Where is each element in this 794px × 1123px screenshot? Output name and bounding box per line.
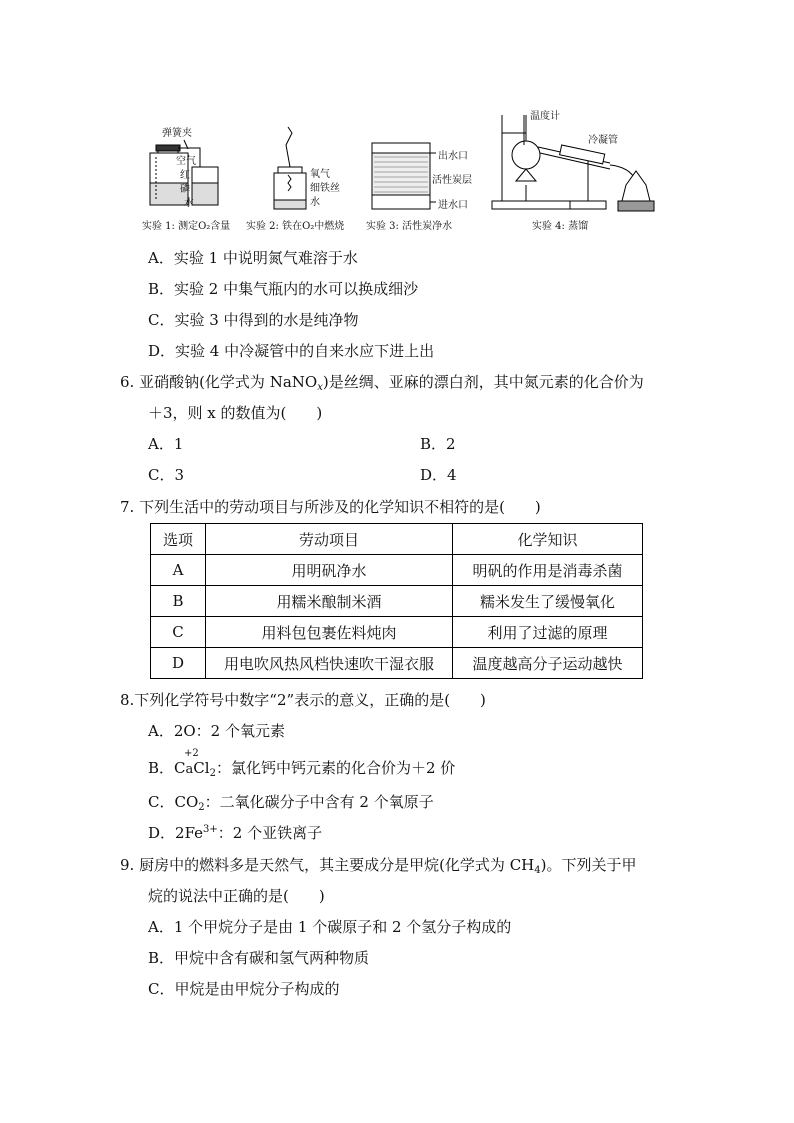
q6-stem-line2: ＋3，则 x 的数值为( ) (148, 404, 323, 422)
table-cell: 用电吹风热风档快速吹干湿衣服 (206, 648, 453, 679)
q8-option-c (148, 792, 434, 815)
q9-subscript: 4 (534, 865, 541, 876)
q9-option-a: A．1 个甲烷分子是由 1 个碳原子和 2 个氢分子构成的 (148, 918, 512, 936)
exp1-label-clamp: 弹簧夹 (162, 128, 192, 139)
q9-option-b: B．甲烷中含有碳和氢气两种物质 (148, 949, 370, 967)
experiment-apparatus-drawing (140, 105, 660, 235)
q7-stem: 7. 下列生活中的劳动项目与所涉及的化学知识不相符的是( ) (120, 498, 541, 516)
table-cell: 明矾的作用是消毒杀菌 (453, 555, 643, 586)
q6-subscript-x: x (317, 382, 323, 393)
q6-option-c: C．3 (148, 466, 185, 484)
q8-c-subscript: 2 (198, 802, 205, 813)
q8-b-c: C (174, 759, 186, 777)
q9-stem-line2: 烷的说法中正确的是( ) (148, 887, 325, 905)
table-cell: 用料包包裹佐料炖肉 (206, 617, 453, 648)
q8-b-valence: +2 (184, 748, 199, 759)
table-cell: 糯米发生了缓慢氧化 (453, 586, 643, 617)
table-cell: B (151, 586, 206, 617)
q8-c-text: ：二氧化碳分子中含有 2 个氧原子 (204, 793, 434, 811)
table-header-row (151, 524, 643, 555)
q8-b-subscript: 2 (209, 768, 216, 779)
q8-option-b (148, 748, 456, 781)
table-header-option: 选项 (151, 524, 206, 555)
q8-b-text: ：氯化钙中钙元素的化合价为＋2 价 (215, 759, 456, 777)
q8-c-formula: C．CO (148, 793, 199, 811)
q9-stem-part2: )。下列关于甲 (540, 856, 637, 874)
q5-option-c: C．实验 3 中得到的水是纯净物 (148, 311, 359, 329)
exp2-label-water: 水 (310, 197, 320, 208)
q8-option-d (148, 823, 322, 846)
table-cell: 温度越高分子运动越快 (453, 648, 643, 679)
exp3-label-carbon: 活性炭层 (432, 175, 472, 186)
table-cell: 用明矾净水 (206, 555, 453, 586)
q7-table (150, 523, 643, 679)
exp4-label-condenser: 冷凝管 (588, 135, 618, 146)
q8-option-a: A．2O：2 个氧元素 (148, 722, 285, 740)
exp4-caption: 实验 4: 蒸馏 (532, 221, 589, 232)
q5-option-d: D．实验 4 中冷凝管中的自来水应下进上出 (148, 342, 435, 360)
q8-d-text: ：2 个亚铁离子 (217, 824, 323, 842)
q6-option-d: D．4 (420, 466, 457, 484)
table-cell: C (151, 617, 206, 648)
exp1-label-red: 红 (180, 170, 190, 181)
q8-stem: 8.下列化学符号中数字“2”表示的意义，正确的是( ) (120, 691, 486, 709)
table-header-labor: 劳动项目 (206, 524, 453, 555)
q9-stem-line1 (120, 855, 637, 878)
q5-option-b: B．实验 2 中集气瓶内的水可以换成细沙 (148, 280, 419, 298)
exp3-label-outlet: 出水口 (438, 151, 468, 162)
exp1-label-air: 空气 (176, 156, 196, 167)
q5-option-a: A．实验 1 中说明氮气难溶于水 (148, 249, 358, 267)
table-cell: 利用了过滤的原理 (453, 617, 643, 648)
q8-b-prefix: B． (148, 759, 175, 777)
q8-d-formula: D．2Fe (148, 824, 204, 842)
exp2-label-oxygen: 氧气 (310, 169, 330, 180)
exp1-label-water: 水 (184, 198, 194, 209)
table-cell: A (151, 555, 206, 586)
experiment-figures (140, 105, 660, 235)
table-row (151, 648, 643, 679)
exp4-label-thermometer: 温度计 (530, 111, 560, 122)
exp3-label-inlet: 进水口 (438, 200, 468, 211)
exp2-label-wire: 细铁丝 (310, 183, 340, 194)
q9-option-c: C．甲烷是由甲烷分子构成的 (148, 980, 340, 998)
exp2-caption: 实验 2: 铁在O₂中燃烧 (246, 221, 345, 232)
exp1-label-phosphorus: 磷 (180, 184, 190, 195)
q6-stem-part1: 6. 亚硝酸钠(化学式为 NaNO (120, 373, 318, 391)
q6-stem-part2: )是丝绸、亚麻的漂白剂，其中氮元素的化合价为 (322, 373, 644, 391)
table-row (151, 555, 643, 586)
table-cell: 用糯米酿制米酒 (206, 586, 453, 617)
exp3-caption: 实验 3: 活性炭净水 (366, 221, 453, 232)
q8-b-ca (174, 748, 199, 780)
q8-b-cl: Cl (193, 759, 210, 777)
table-header-knowledge: 化学知识 (453, 524, 643, 555)
q6-option-b: B．2 (420, 435, 456, 453)
q9-stem-part1: 9. 厨房中的燃料多是天然气，其主要成分是甲烷(化学式为 CH (120, 856, 535, 874)
q6-option-a: A．1 (148, 435, 184, 453)
q8-b-a: a (185, 762, 194, 777)
table-cell: D (151, 648, 206, 679)
q6-stem-line1 (120, 372, 644, 395)
q8-d-superscript: 3+ (203, 824, 218, 835)
exp1-caption: 实验 1: 测定O₂含量 (142, 221, 231, 232)
table-row (151, 586, 643, 617)
table-row (151, 617, 643, 648)
